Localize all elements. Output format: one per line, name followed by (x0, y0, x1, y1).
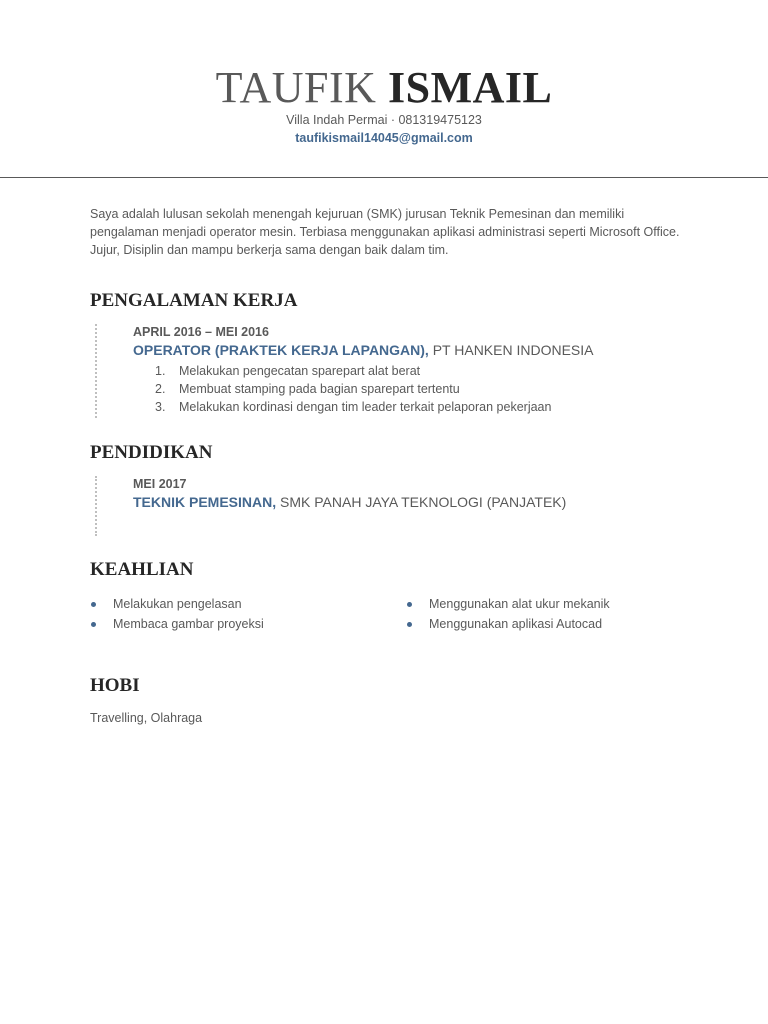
contact-info: Villa Indah Permai · 081319475123 (286, 113, 482, 127)
hobbies-heading: HOBI (90, 675, 140, 696)
education-line (133, 492, 566, 512)
skills-column-left (90, 594, 264, 634)
education-date: MEI 2017 (133, 477, 187, 491)
first-name: TAUFIK (215, 63, 377, 112)
skills-heading: KEAHLIAN (90, 559, 194, 580)
email-address[interactable]: taufikismail14045@gmail.com (295, 131, 473, 145)
major-name: TEKNIK PEMESINAN, (133, 494, 277, 510)
last-name: ISMAIL (387, 63, 553, 112)
skills-column-right (406, 594, 610, 634)
list-item: Melakukan pengelasan (90, 594, 264, 614)
candidate-name (0, 62, 768, 114)
experience-role-line (133, 340, 594, 360)
profile-summary: Saya adalah lulusan sekolah menengah kejuruan (SMK) jurusan Teknik Pemesinan dan memiliki pengalaman menjadi operator mesin. Terbiasa menggunakan aplikasi administrasi seperti Microsoft Office. Jujur, Disiplin dan mampu berkerja sama dengan baik dalam tim. (90, 207, 680, 257)
header-divider (0, 177, 768, 178)
duty-text: Membuat stamping pada bagian sparepart tertentu (179, 382, 460, 396)
hobbies-text: Travelling, Olahraga (90, 711, 203, 725)
duty-list (133, 362, 594, 416)
list-number: 2. (155, 382, 166, 396)
job-title: OPERATOR (PRAKTEK KERJA LAPANGAN), (133, 342, 429, 358)
school-name: SMK PANAH JAYA TEKNOLOGI (PANJATEK) (276, 494, 567, 510)
list-item: Membaca gambar proyeksi (90, 614, 264, 634)
education-entry (95, 476, 566, 536)
list-item (133, 380, 594, 398)
list-number: 1. (155, 364, 166, 378)
duty-text: Melakukan kordinasi dengan tim leader terkait pelaporan pekerjaan (179, 400, 552, 414)
list-item: Menggunakan aplikasi Autocad (406, 614, 610, 634)
list-item: Menggunakan alat ukur mekanik (406, 594, 610, 614)
experience-heading: PENGALAMAN KERJA (90, 290, 298, 311)
list-number: 3. (155, 400, 166, 414)
list-item (133, 398, 594, 416)
duty-text: Melakukan pengecatan sparepart alat berat (179, 364, 421, 378)
education-heading: PENDIDIKAN (90, 442, 213, 463)
company-name: PT HANKEN INDONESIA (428, 342, 594, 358)
list-item (133, 362, 594, 380)
experience-date: APRIL 2016 – MEI 2016 (133, 325, 269, 339)
experience-entry (95, 324, 594, 418)
